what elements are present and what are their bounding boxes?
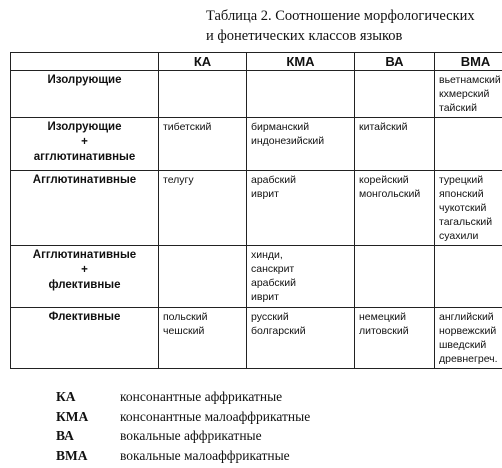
legend-text: вокальные малоаффрикатные bbox=[120, 447, 290, 463]
language-name: английский bbox=[439, 311, 494, 323]
table-cell bbox=[247, 118, 355, 171]
legend-text: вокальные аффрикатные bbox=[120, 428, 262, 443]
language-classes-table bbox=[10, 52, 502, 369]
language-name: вьетнамский bbox=[439, 74, 501, 86]
table-cell bbox=[159, 308, 247, 369]
language-name: кхмерский bbox=[439, 88, 490, 100]
table-cell bbox=[355, 118, 435, 171]
language-name: корейский bbox=[359, 174, 409, 186]
legend-text: консонантные малоаффрикатные bbox=[120, 408, 311, 424]
language-name: чукотский bbox=[439, 202, 487, 214]
row-header-cell bbox=[11, 171, 159, 246]
language-name: литовский bbox=[359, 325, 409, 337]
language-name: иврит bbox=[251, 188, 279, 200]
table-cell bbox=[435, 71, 502, 118]
row-label-line: Агглютинативные bbox=[32, 249, 137, 261]
table-cell bbox=[435, 171, 502, 246]
row-label-line: Флективные bbox=[48, 311, 121, 323]
table-row bbox=[11, 246, 502, 308]
table-cell bbox=[435, 246, 502, 308]
table-cell bbox=[355, 246, 435, 308]
language-name: шведский bbox=[439, 339, 487, 351]
row-label-line: флективные bbox=[48, 279, 121, 291]
row-label-line: + bbox=[81, 264, 88, 276]
row-header-cell bbox=[11, 118, 159, 171]
header-cell-va: ВА bbox=[355, 53, 435, 71]
header-cell-ka: КА bbox=[159, 53, 247, 71]
language-name: телугу bbox=[163, 174, 194, 186]
table-row bbox=[11, 171, 502, 246]
legend-row bbox=[56, 446, 310, 466]
language-name: хинди, bbox=[251, 249, 283, 261]
table-cell bbox=[247, 171, 355, 246]
legend-abbr: ВМА bbox=[56, 447, 88, 463]
row-label-line: Агглютинативные bbox=[32, 174, 137, 186]
table-row bbox=[11, 118, 502, 171]
legend-abbr: КМА bbox=[56, 408, 89, 424]
legend-row bbox=[56, 387, 310, 407]
table-cell bbox=[355, 171, 435, 246]
header-cell-vma: ВМА bbox=[435, 53, 502, 71]
language-name: арабский bbox=[251, 174, 296, 186]
table-cell bbox=[435, 118, 502, 171]
language-name: монгольский bbox=[359, 188, 421, 200]
language-name: индонезийский bbox=[251, 135, 325, 147]
language-name: иврит bbox=[251, 291, 279, 303]
row-header-cell bbox=[11, 246, 159, 308]
table-cell bbox=[159, 118, 247, 171]
row-label-line: агглютинативные bbox=[33, 151, 136, 163]
language-name: русский bbox=[251, 311, 289, 323]
legend-row bbox=[56, 426, 310, 446]
row-header-cell bbox=[11, 308, 159, 369]
table-cell bbox=[159, 246, 247, 308]
table-caption bbox=[206, 6, 498, 46]
row-label-line: Изолрующие bbox=[47, 121, 122, 133]
row-label-line: + bbox=[81, 136, 88, 148]
language-name: норвежский bbox=[439, 325, 497, 337]
row-header-cell bbox=[11, 71, 159, 118]
table-body bbox=[11, 71, 502, 369]
language-name: древнегреч. bbox=[439, 353, 498, 365]
language-name: чешский bbox=[163, 325, 205, 337]
table-cell bbox=[355, 71, 435, 118]
legend-text: консонантные аффрикатные bbox=[120, 389, 283, 404]
caption-line-2: и фонетических классов языков bbox=[206, 28, 403, 44]
table-cell bbox=[435, 308, 502, 369]
language-name: тайский bbox=[439, 102, 477, 114]
language-name: тибетский bbox=[163, 121, 212, 133]
language-name: немецкий bbox=[359, 311, 407, 323]
language-name: тагальский bbox=[439, 216, 493, 228]
table-row bbox=[11, 308, 502, 369]
language-name: бирманский bbox=[251, 121, 310, 133]
header-cell-kma: КМА bbox=[247, 53, 355, 71]
row-label-line: Изолрующие bbox=[47, 74, 122, 86]
table-cell bbox=[247, 246, 355, 308]
language-name: арабский bbox=[251, 277, 296, 289]
language-name: турецкий bbox=[439, 174, 484, 186]
table-cell bbox=[247, 308, 355, 369]
legend-row bbox=[56, 407, 310, 427]
legend-abbr: КА bbox=[56, 389, 76, 404]
language-name: суахили bbox=[439, 230, 479, 242]
language-name: болгарский bbox=[251, 325, 306, 337]
table-cell bbox=[355, 308, 435, 369]
caption-line-1: Таблица 2. Соотношение морфологических bbox=[206, 8, 475, 24]
header-cell-corner bbox=[11, 53, 159, 71]
language-name: японский bbox=[439, 188, 484, 200]
abbreviation-legend bbox=[56, 387, 310, 465]
legend-abbr: ВА bbox=[56, 428, 74, 443]
language-name: санскрит bbox=[251, 263, 295, 275]
table-cell bbox=[159, 171, 247, 246]
language-name: польский bbox=[163, 311, 208, 323]
table-cell bbox=[247, 71, 355, 118]
table-cell bbox=[159, 71, 247, 118]
table-row bbox=[11, 71, 502, 118]
language-name: китайский bbox=[359, 121, 408, 133]
table-header-row bbox=[11, 53, 502, 71]
